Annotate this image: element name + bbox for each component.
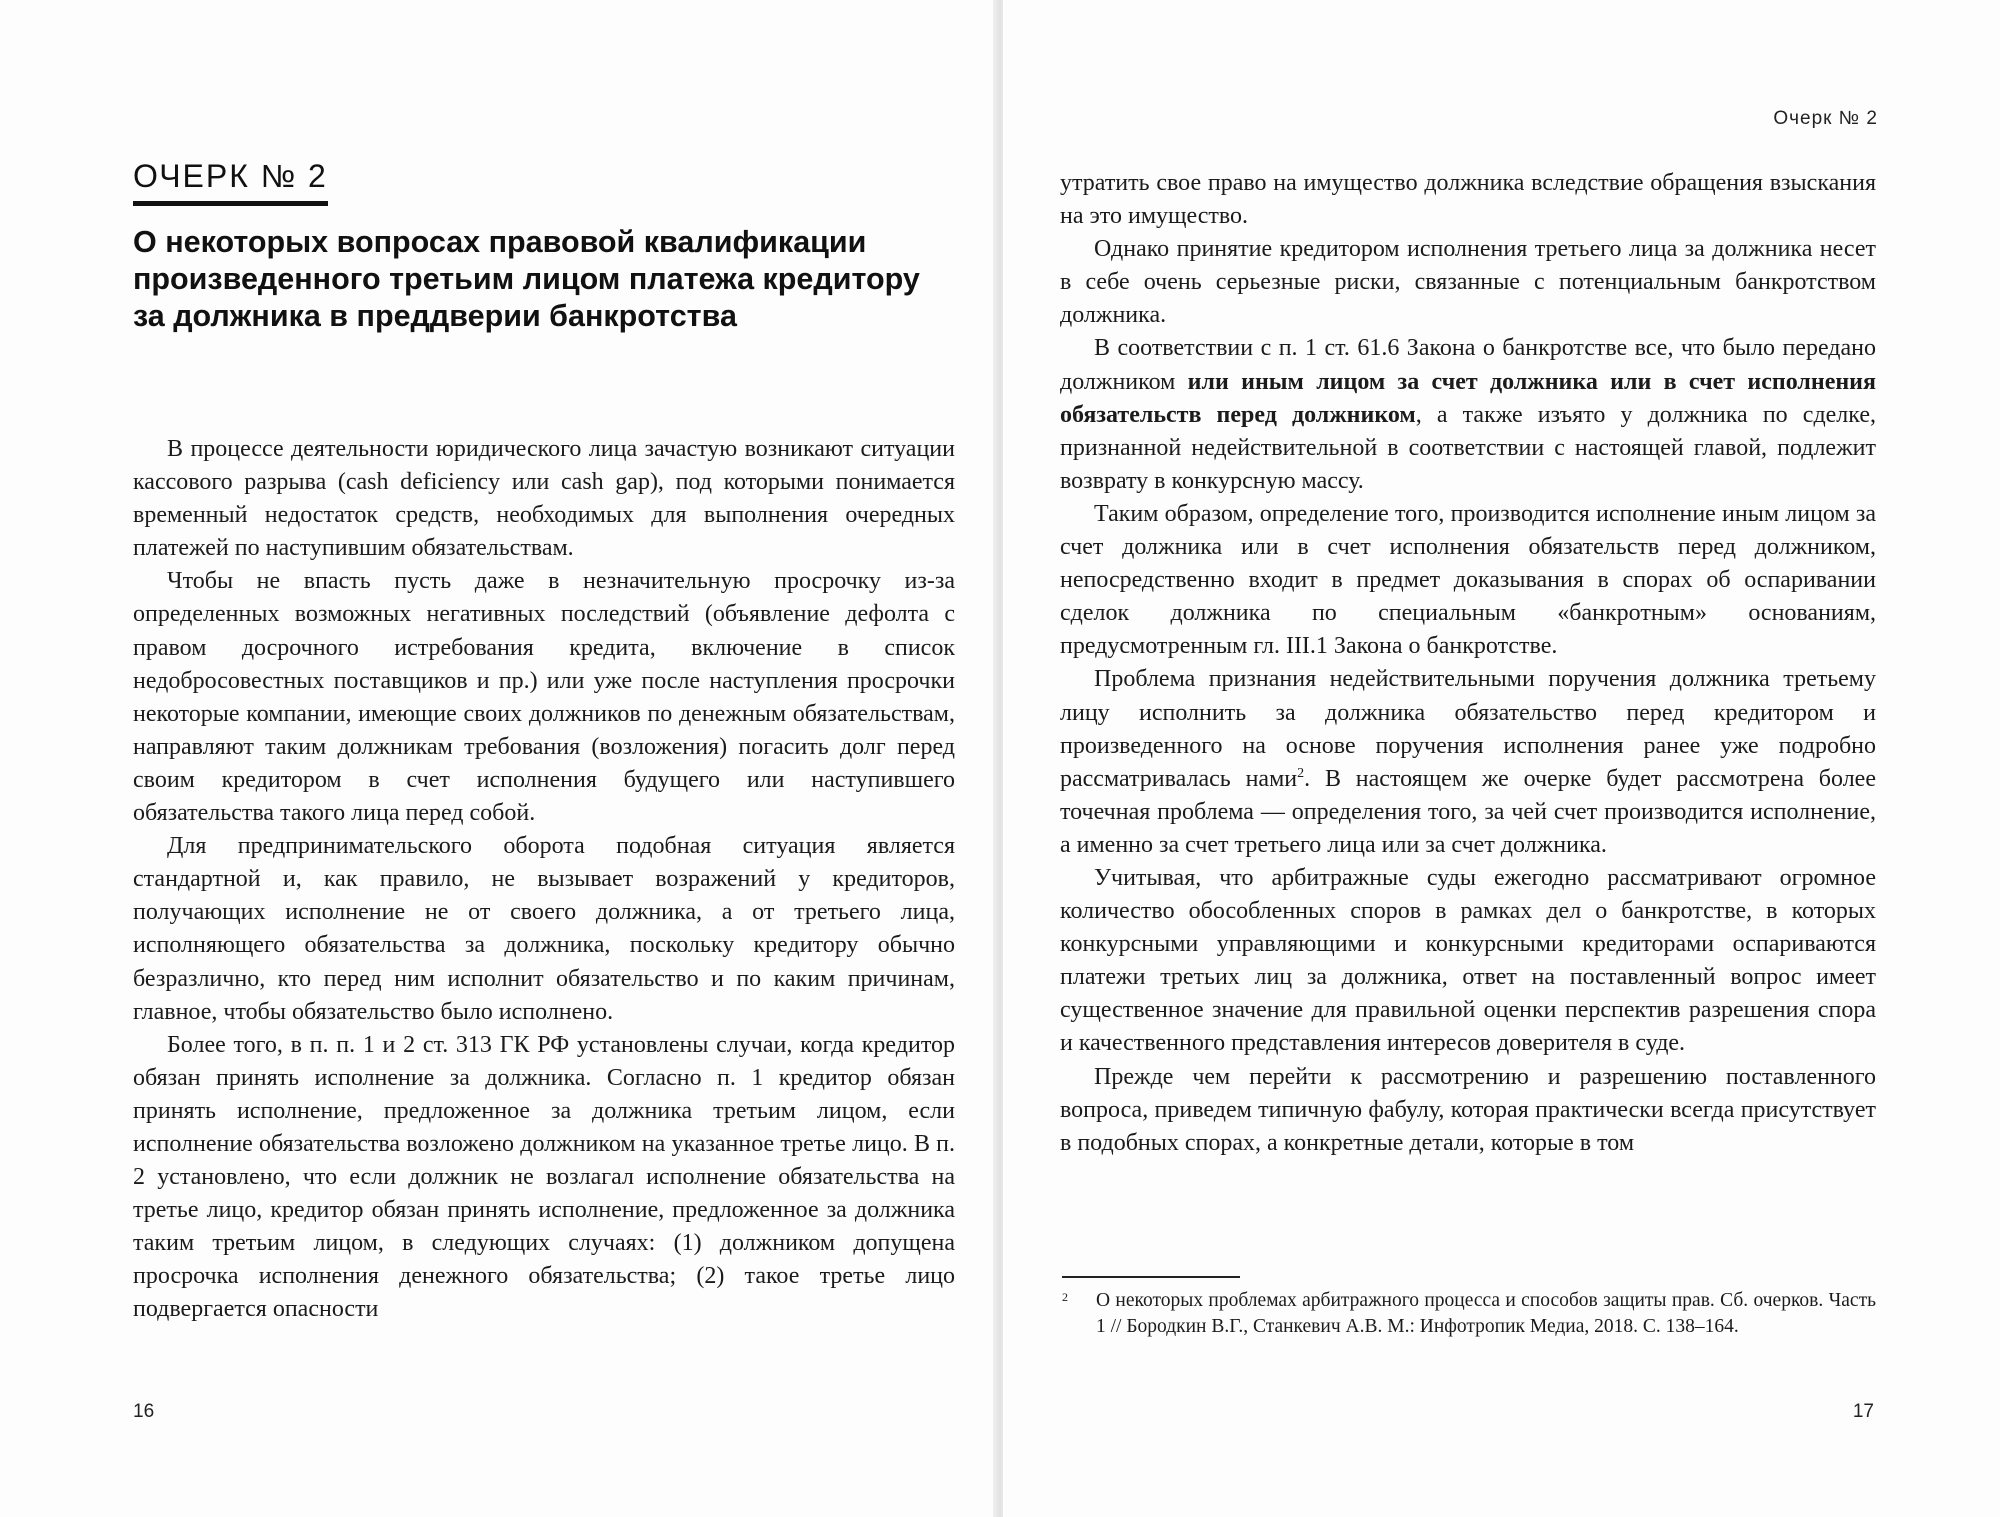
paragraph: Для предпринимательского оборота подобная ситуация является стандартной и, как правило, не вызывает возражений у кредиторов, получающих исполнение не от своего должника, а от третьего лица, исполняющего обязательства за должника, поскольку кредитору обычно безразлично, кто перед ним исполнит обязательство и по каким причинам, главное, чтобы обязательство было исполнено.: [133, 833, 955, 1025]
footnote: [1062, 1288, 1876, 1340]
chapter-label: ОЧЕРК № 2: [133, 158, 328, 206]
paragraph: Прежде чем перейти к рассмотрению и разрешению поставленного вопроса, приведем типичную фабулу, которая практически всегда присутствует в подобных спорах, а конкретные детали, которые в том: [1060, 1063, 1876, 1156]
paragraph: [1060, 663, 1876, 862]
paragraph-text: . В настоящем же очерке будет рассмотрена более точечная проблема — определения того, за чей счет производится исполнение, а именно за счет третьего лица или за счет должника.: [1060, 765, 1876, 858]
footnote-number: 2: [1062, 1290, 1068, 1304]
paragraph: Однако принятие кредитором исполнения третьего лица за должника несет в себе очень серьезные риски, связанные с потенциальным банкротством должника.: [1060, 236, 1876, 329]
footnote-divider: [1062, 1276, 1240, 1278]
paragraph-text: Проблема признания недействительными поручения должника третьему лицу исполнить за должника обязательство перед кредитором и произведенного на основе поручения исполнения ранее уже подробно рассматривалась нами: [1060, 666, 1876, 792]
paragraph-text: В соответствии с п. 1 ст. 61.6 Закона о банкротстве все, что было передано должником: [1060, 335, 1876, 395]
paragraph: Таким образом, определение того, производится исполнение иным лицом за счет должника или в счет исполнения обязательств перед должником, непосредственно входит в предмет доказывания в спорах об оспаривании сделок должника по специальным «банкротным» основаниям, предусмотренным гл. III.1 Закона о банкротстве.: [1060, 500, 1876, 660]
paragraph-continued: утратить свое право на имущество должника вследствие обращения взыскания на это имущество.: [1060, 170, 1876, 230]
running-head: Очерк № 2: [1773, 108, 1878, 129]
right-body-text: [1060, 167, 1876, 1160]
left-body-text: [133, 433, 955, 1327]
chapter-title: О некоторых вопросах правовой квалификации произведенного третьим лицом платежа кредитору за должника в преддверии банкротства: [133, 225, 920, 333]
paragraph-text: , а также изъято у должника по сделке, признанной недействительной в соответствии с настоящей главой, подлежит возврату в конкурсную массу.: [1060, 401, 1876, 494]
footnote-text: О некоторых проблемах арбитражного процесса и способов защиты прав. Сб. очерков. Часть 1 // Бородкин В.Г., Станкевич А.В. М.: Инфотропик Медиа, 2018. С. 138–164.: [1096, 1290, 1876, 1337]
page-number-left: 16: [133, 1401, 155, 1422]
paragraph: Более того, в п. п. 1 и 2 ст. 313 ГК РФ установлены случаи, когда кредитор обязан принять исполнение за должника. Согласно п. 1 кредитор обязан принять исполнение, предложенное за должника третьим лицом, если исполнение обязательства возложено должником на указанное третье лицо. В п. 2 установлено, что если должник не возлагал исполнение обязательства на третье лицо, кредитор обязан принять исполнение, предложенное за должника таким третьим лицом, в следующих случаях: (1) должником допущена просрочка исполнения денежного обязательства; (2) такое третье лицо подвергается опасности: [133, 1031, 955, 1323]
page-number-right: 17: [1852, 1401, 1874, 1422]
left-page: [0, 0, 997, 1517]
paragraph: В процессе деятельности юридического лица зачастую возникают ситуации кассового разрыва (cash deficiency или cash gap), под которыми понимается временный недостаток средств, необходимых для выполнения очередных платежей по наступившим обязательствам.: [133, 436, 955, 562]
paragraph: Чтобы не впасть пусть даже в незначительную просрочку из-за определенных возможных негативных последствий (объявление дефолта с правом досрочного истребования кредита, включение в список недобросовестных поставщиков и пр.) или уже после наступления просрочки некоторые компании, имеющие своих должников по денежным обязательствам, направляют таким должникам требования (возложения) погасить долг перед своим кредитором в счет исполнения будущего или наступившего обязательства такого лица перед собой.: [133, 568, 955, 827]
paragraph: [1060, 332, 1876, 497]
emphasis-text: или иным лицом за счет должника или в счет исполнения обязательств перед должником: [1060, 368, 1876, 428]
paragraph: Учитывая, что арбитражные суды ежегодно рассматривают огромное количество обособленных споров в рамках дел о банкротстве, в которых конкурсными управляющими и конкурсными кредиторами оспариваются платежи третьих лиц за должника, ответ на поставленный вопрос имеет существенное значение для правильной оценки перспектив разрешения спора и качественного представления интересов доверителя в суде.: [1060, 864, 1876, 1057]
footnote-reference[interactable]: 2: [1297, 765, 1305, 781]
